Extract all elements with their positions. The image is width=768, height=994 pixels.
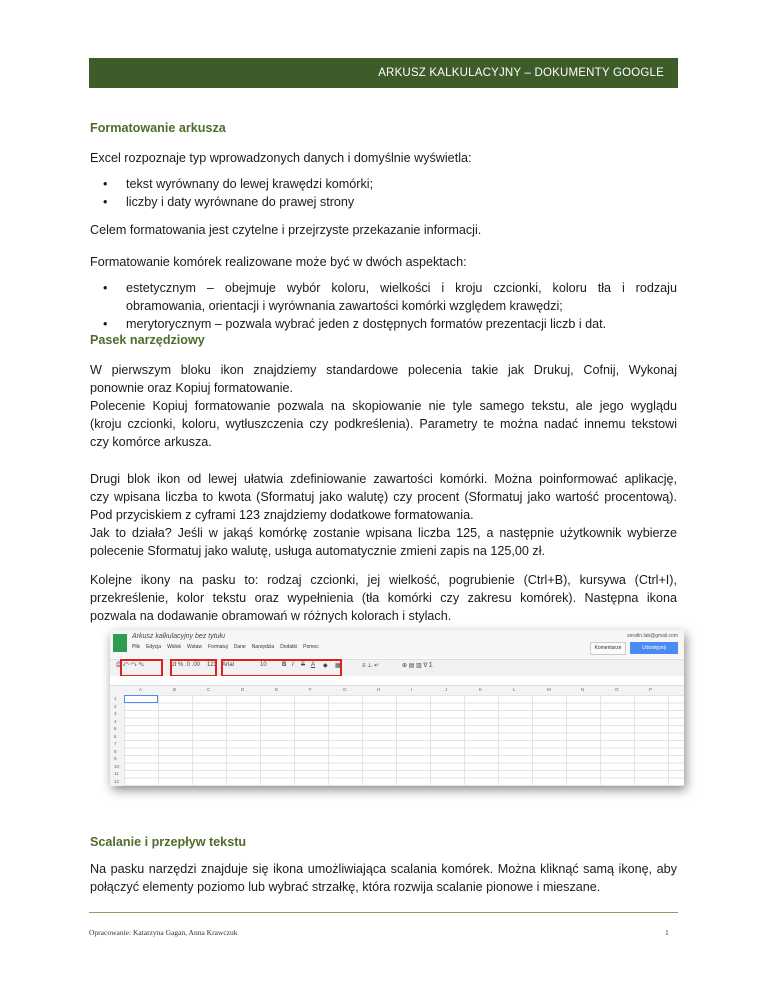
bullet-list (90, 279, 677, 333)
number-format: 123 (207, 662, 218, 668)
paragraph: Celem formatowania jest czytelne i przejrzyste przekazanie informacji. (90, 223, 482, 237)
cell-grid (124, 695, 684, 786)
comments-button: Komentarze (590, 642, 626, 655)
highlight-box-3 (221, 659, 342, 677)
list-item: • liczby i daty wyrównane do prawej strony (103, 195, 355, 209)
menu-item: Dane (233, 644, 246, 650)
paragraph: Drugi blok ikon od lewej ułatwia zdefiniowanie zawartości komórki. Można poinformować aplikację, czy wpisana liczba to kwota (Sformatuj jako walutę) czy procent (Sformatuj jako wartość procentową). Pod przyciskiem z cyframi 123 znajdziemy dodatkowe formatowania. Jak to działa? Jeśli w jakąś komórkę zostanie wpisana liczba 125, a następnie użytkownik wybierze polecenie Sformatuj jako walutę, usługa automatycznie zmieni zapis na 125,00 zł. (90, 472, 677, 558)
menu-item: Plik (132, 644, 141, 650)
menu-item: Dodatki (280, 644, 298, 650)
paragraph: Formatowanie komórek realizowane może być w dwóch aspektach: (90, 255, 467, 269)
menu-item: Wstaw (186, 644, 202, 650)
paragraph: Kolejne ikony na pasku to: rodzaj czcionki, jej wielkość, pogrubienie (Ctrl+B), kursywa (Ctrl+I), przekreślenie, kolor tekstu oraz wypełnienia (tła komórki czy zakresu komórek). Następna ikona pozwala na dodawanie obramowań w różnych kolorach i stylach. (90, 573, 677, 623)
header-bar (89, 58, 678, 88)
paragraph: Na pasku narzędzi znajduje się ikona umożliwiająca scalania komórek. Można kliknąć samą ikonę, aby połączyć elementy poziomo lub wybrać strzałkę, która rozwija scalanie pionowe i mieszane. (90, 862, 677, 894)
footer-divider (89, 912, 678, 913)
list-item: • estetycznym – obejmuje wybór koloru, wielkości i kroju czcionki, koloru tła i rodzaju obramowania, orientacji i wyrównania zawartości komórki względem krawędzi; (103, 281, 677, 313)
spreadsheet-screenshot (110, 630, 684, 786)
menu-item: Formatuj (207, 644, 228, 650)
row-header: 1 2 3 4 5 6 7 8 9 10 11 12 (110, 695, 125, 786)
borders-icon: ▦ (335, 663, 341, 669)
align-icon: ≡ ⊥ ↵ (362, 663, 380, 669)
bullet-list (90, 175, 677, 211)
selected-cell (124, 695, 158, 703)
italic-icon: I (292, 662, 294, 668)
footer-authors: Opracowanie: Katarzyna Gagan, Anna Krawczuk (89, 928, 238, 937)
text-color-icon: A (311, 662, 316, 668)
section-heading: Formatowanie arkusza (90, 121, 226, 135)
sheets-logo-icon (113, 634, 127, 652)
bullet-icon: • (103, 195, 108, 209)
fill-color-icon: ◆ (323, 663, 328, 669)
section-heading: Pasek narzędziowy (90, 333, 205, 347)
menu-bar (132, 644, 325, 650)
list-item: • tekst wyrównany do lewej krawędzi komórki; (103, 177, 374, 191)
paragraph: Excel rozpoznaje typ wprowadzonych danych i domyślnie wyświetla: (90, 151, 472, 165)
bullet-icon: • (103, 281, 108, 295)
strikethrough-icon: S (301, 662, 306, 668)
share-button: Udostępnij (630, 642, 678, 654)
highlight-box-1 (120, 659, 163, 677)
formula-bar (110, 676, 684, 686)
column-header: A B C D E F G H I J K L M N O P (110, 686, 684, 696)
bullet-icon: • (103, 177, 108, 191)
account-email: serafin.lab@gmail.com (627, 633, 678, 639)
insert-icon: ⊕ ▤ ▥ ∇ Σ (402, 663, 433, 669)
list-item: • merytorycznym – pozwala wybrać jeden z dostępnych formatów prezentacji liczb i dat. (103, 317, 607, 331)
page-number: 1 (665, 928, 669, 937)
menu-item: Narzędzia (251, 644, 275, 650)
menu-item: Widok (167, 644, 181, 650)
paragraph: W pierwszym bloku ikon znajdziemy standardowe polecenia takie jak Drukuj, Cofnij, Wykonaj ponownie oraz Kopiuj formatowanie. Polecenie Kopiuj formatowanie pozwala na skopiowanie nie tyle samego tekstu, ale jego wyglądu (kroju czcionki, koloru, wytłuszczenia czy podkreślenia). Parametry te można nadać innemu tekstowi czy komórce arkusza. (90, 363, 677, 449)
bullet-icon: • (103, 317, 108, 331)
section-heading: Scalanie i przepływ tekstu (90, 835, 247, 849)
menu-item: Edycja (146, 644, 162, 650)
menu-item: Pomoc (303, 644, 319, 650)
bold-icon: B (282, 662, 287, 668)
font-size: 10 (260, 662, 267, 668)
font-name: Arial (222, 662, 235, 668)
highlight-box-2 (170, 659, 217, 677)
doc-title: Arkusz kalkulacyjny bez tytułu (132, 633, 225, 640)
currency-icon: zł % .0 .00 (172, 662, 201, 668)
header-title: ARKUSZ KALKULACYJNY – DOKUMENTY GOOGLE (378, 67, 664, 79)
print-icon: ⎙ ↶ ↷ ✎ (116, 662, 145, 668)
